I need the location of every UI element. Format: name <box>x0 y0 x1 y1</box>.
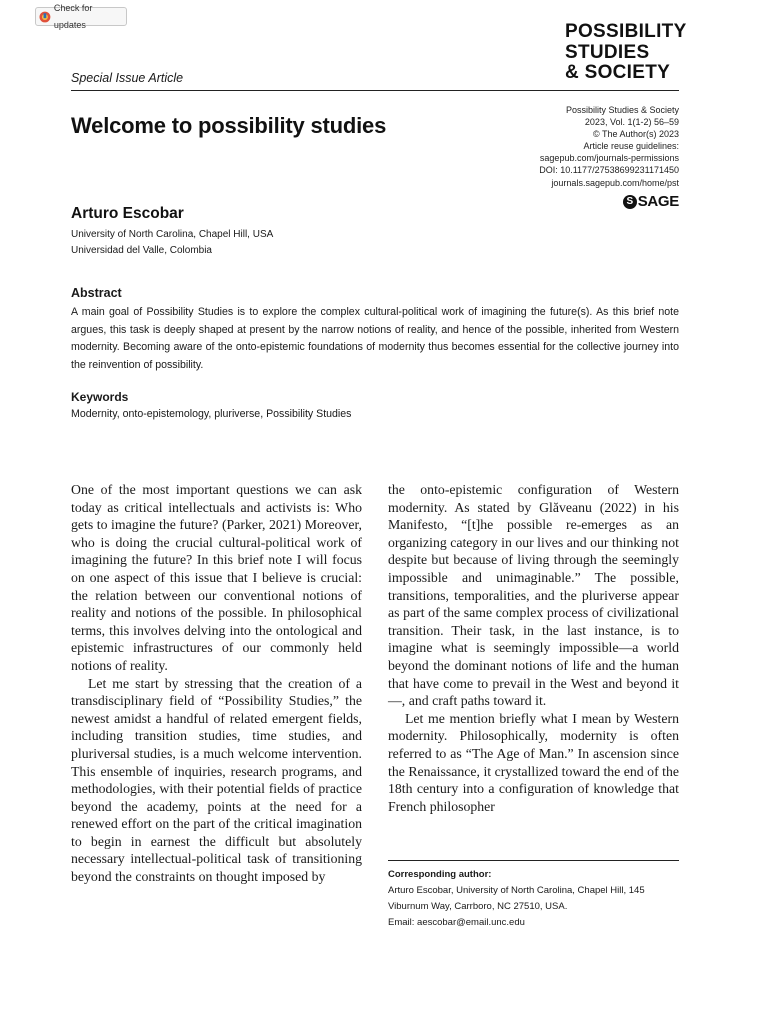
footnote-line: Viburnum Way, Carrboro, NC 27510, USA. <box>388 901 568 912</box>
footnote-line: Arturo Escobar, University of North Carolina, Chapel Hill, 145 <box>388 885 645 896</box>
body-paragraph: One of the most important questions we can ask today as critical intellectuals and activists is: Who gets to imagine the future? (Parker, 2021) Moreover, who is doing the crucial cultural-political work of imagining the future? In this brief note I will focus on one aspect of this issue that I believe is crucial: the relation between our conventional notions of reality and notions of the possible. In philosophical terms, this involves delving into the ontological and epistemic infrastructures of our commonly held notions of reality. <box>71 482 362 673</box>
article-metadata <box>539 104 679 189</box>
journal-logo <box>565 22 687 84</box>
footnote-heading: Corresponding author: <box>388 869 492 880</box>
keywords-heading: Keywords <box>71 390 129 404</box>
body-column-left <box>71 481 362 886</box>
copyright: © The Author(s) 2023 <box>592 129 679 140</box>
author-email[interactable]: Email: aescobar@email.unc.edu <box>388 917 525 928</box>
affiliation: University of North Carolina, Chapel Hill, USA <box>71 229 274 240</box>
header-divider <box>71 90 679 91</box>
body-column-right <box>388 481 679 815</box>
keywords-text: Modernity, onto-epistemology, pluriverse, Possibility Studies <box>71 408 352 420</box>
corresponding-author-note <box>388 867 688 931</box>
abstract-heading: Abstract <box>71 286 122 300</box>
journal-logo-line: & SOCIETY <box>565 62 671 83</box>
reuse-label: Article reuse guidelines: <box>583 141 679 152</box>
check-for-updates-label: Check for updates <box>53 2 93 30</box>
sage-logo-icon: S <box>623 195 637 209</box>
body-paragraph: Let me mention briefly what I mean by Western modernity. Philosophically, modernity is often referred to as “The Age of Man.” In ascension since the Renaissance, it crystallized toward the end of the 18th century into a configuration of knowledge that French philosopher <box>388 710 679 814</box>
footnote-divider <box>388 860 679 861</box>
affiliation: Universidad del Valle, Colombia <box>71 245 212 256</box>
abstract-text: A main goal of Possibility Studies is to explore the complex cultural-political work of imagining the future(s). As this brief note argues, this task is deeply shaped at present by the narrow notions of reality, and hence of the possible, inherited from Western modernity. Becoming aware of the onto-epistemic foundations of modernity thus becomes essential for the collective journey into the reinvention of possibility. <box>71 306 679 371</box>
article-type: Special Issue Article <box>71 71 184 85</box>
publisher-logo <box>623 193 679 210</box>
permissions-link[interactable]: sagepub.com/journals-permissions <box>539 153 679 164</box>
publisher-logo-text: SAGE <box>637 193 679 210</box>
journal-logo-line: POSSIBILITY <box>565 21 687 42</box>
check-updates-icon <box>39 11 51 23</box>
journal-logo-line: STUDIES <box>565 41 650 63</box>
doi-link[interactable]: DOI: 10.1177/27538699231171450 <box>539 165 679 176</box>
body-paragraph: the onto-epistemic configuration of Western modernity. As stated by Glăveanu (2022) in his Manifesto, “[t]he possible re-emerges as an organizing category in our lives and our thinking not despite but because of living through the seemingly impossible and unimaginable.” The possible, transitions, temporalities, and the pluriverse appear as part of the same complex process of civilizational transition. Their task, in the last instance, is to imagine what is seemingly impossible—a world beyond the dominant notions of life and the human that have come to prevail in the West and beyond it—, and craft paths toward it. <box>388 482 679 709</box>
article-title: Welcome to possibility studies <box>71 113 387 138</box>
journal-name: Possibility Studies & Society <box>565 105 679 115</box>
journal-homepage-link[interactable]: journals.sagepub.com/home/pst <box>551 177 679 188</box>
body-paragraph: Let me start by stressing that the creation of a transdisciplinary field of “Possibility Studies,” the newest amidst a handful of related emergent fields, including transition studies, time studies, and pluriversal studies, is a much welcome intervention. This ensemble of inquiries, research programs, and methodologies, with their potential fields of practice beyond the academy, points at the need for a renewed effort on the part of the critical imagination to begin in earnest the difficult but absolutely necessary intellectual-political task of transitioning beyond the constraints on thought imposed by <box>71 675 362 885</box>
check-for-updates-button[interactable] <box>35 2 127 30</box>
volume-info: 2023, Vol. 1(1-2) 56–59 <box>584 117 679 128</box>
author-name: Arturo Escobar <box>71 205 184 222</box>
